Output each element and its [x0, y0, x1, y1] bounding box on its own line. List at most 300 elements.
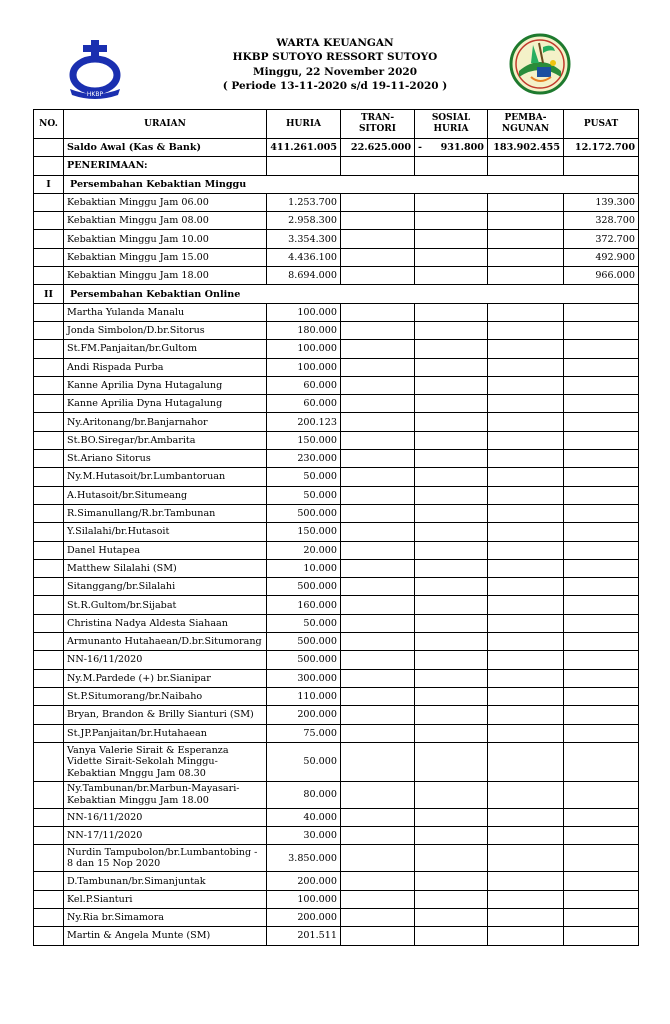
row-transitori	[341, 927, 415, 945]
row-huria: 110.000	[267, 687, 341, 705]
document-header	[0, 0, 670, 108]
row-sosial	[415, 248, 488, 266]
row-huria: 80.000	[267, 781, 341, 808]
row-pusat	[564, 340, 639, 358]
row-uraian: Kebaktian Minggu Jam 15.00	[64, 248, 267, 266]
row-transitori	[341, 742, 415, 781]
row-sosial	[415, 230, 488, 248]
row-sosial	[415, 742, 488, 781]
row-sosial	[415, 212, 488, 230]
row-transitori	[341, 541, 415, 559]
header-text	[160, 36, 510, 93]
table-row	[34, 808, 639, 826]
row-transitori	[341, 808, 415, 826]
row-uraian: Kel.P.Sianturi	[64, 890, 267, 908]
table-row	[34, 413, 639, 431]
table-row	[34, 596, 639, 614]
header-date: Minggu, 22 November 2020	[252, 65, 418, 78]
row-no	[34, 687, 64, 705]
row-pembangunan	[488, 486, 564, 504]
row-pusat	[564, 651, 639, 669]
row-pembangunan	[488, 431, 564, 449]
row-uraian: Y.Silalahi/br.Hutasoit	[64, 523, 267, 541]
row-pusat	[564, 321, 639, 339]
row-sosial	[415, 541, 488, 559]
row-pembangunan	[488, 614, 564, 632]
row-no	[34, 908, 64, 926]
row-transitori	[341, 614, 415, 632]
row-sosial	[415, 523, 488, 541]
row-sosial	[415, 267, 488, 285]
row-uraian: Ny.M.Pardede (+) br.Sianipar	[64, 669, 267, 687]
row-no	[34, 559, 64, 577]
row-huria: 100.000	[267, 358, 341, 376]
row-pusat	[564, 781, 639, 808]
row-transitori	[341, 376, 415, 394]
row-no	[34, 724, 64, 742]
row-transitori	[341, 358, 415, 376]
row-no	[34, 248, 64, 266]
row-transitori	[341, 687, 415, 705]
table-row	[34, 303, 639, 321]
row-sosial	[415, 669, 488, 687]
col-pusat: PUSAT	[564, 110, 639, 139]
row-transitori	[341, 827, 415, 845]
row-transitori	[341, 413, 415, 431]
row-pembangunan	[488, 651, 564, 669]
row-pembangunan	[488, 559, 564, 577]
row-pusat	[564, 450, 639, 468]
row-transitori	[341, 395, 415, 413]
row-pembangunan	[488, 395, 564, 413]
row-uraian: Sitanggang/br.Silalahi	[64, 578, 267, 596]
row-uraian: R.Simanullang/R.br.Tambunan	[64, 504, 267, 522]
row-huria: 500.000	[267, 633, 341, 651]
row-pembangunan	[488, 808, 564, 826]
row-uraian: Kanne Aprilia Dyna Hutagalung	[64, 376, 267, 394]
section-1-row	[34, 175, 639, 193]
row-pembangunan	[488, 633, 564, 651]
row-no	[34, 431, 64, 449]
row-sosial	[415, 633, 488, 651]
row-uraian: NN-17/11/2020	[64, 827, 267, 845]
row-no	[34, 504, 64, 522]
row-pusat	[564, 927, 639, 945]
table-row	[34, 376, 639, 394]
table-row	[34, 687, 639, 705]
row-pusat	[564, 808, 639, 826]
row-no	[34, 808, 64, 826]
row-pembangunan	[488, 908, 564, 926]
row-huria: 300.000	[267, 669, 341, 687]
row-transitori	[341, 559, 415, 577]
row-uraian: Christina Nadya Aldesta Siahaan	[64, 614, 267, 632]
col-no: NO.	[34, 110, 64, 139]
row-uraian: Jonda Simbolon/D.br.Sitorus	[64, 321, 267, 339]
row-no	[34, 376, 64, 394]
table-row	[34, 845, 639, 872]
row-no	[34, 706, 64, 724]
row-pembangunan	[488, 827, 564, 845]
row-huria: 3.850.000	[267, 845, 341, 872]
row-huria: 75.000	[267, 724, 341, 742]
row-uraian: Nurdin Tampubolon/br.Lumbantobing - 8 dan 15 Nop 2020	[64, 845, 267, 872]
row-transitori	[341, 248, 415, 266]
table-row	[34, 541, 639, 559]
row-pusat	[564, 633, 639, 651]
row-pusat	[564, 395, 639, 413]
header-period: ( Periode 13-11-2020 s/d 19-11-2020 )	[222, 79, 448, 92]
row-sosial	[415, 706, 488, 724]
row-pusat	[564, 845, 639, 872]
row-pusat: 966.000	[564, 267, 639, 285]
row-transitori	[341, 431, 415, 449]
row-pembangunan	[488, 890, 564, 908]
row-no	[34, 614, 64, 632]
row-sosial	[415, 468, 488, 486]
row-no	[34, 578, 64, 596]
row-no	[34, 486, 64, 504]
row-transitori	[341, 651, 415, 669]
row-huria: 100.000	[267, 890, 341, 908]
table-row	[34, 358, 639, 376]
row-uraian: Ny.Ria br.Simamora	[64, 908, 267, 926]
row-pembangunan	[488, 340, 564, 358]
table-row	[34, 669, 639, 687]
table-row	[34, 340, 639, 358]
row-pembangunan	[488, 321, 564, 339]
row-huria: 200.123	[267, 413, 341, 431]
row-sosial	[415, 413, 488, 431]
row-no	[34, 872, 64, 890]
row-pembangunan	[488, 541, 564, 559]
row-no	[34, 413, 64, 431]
table-row	[34, 706, 639, 724]
section-2-no: II	[34, 285, 64, 303]
row-pusat	[564, 614, 639, 632]
row-uraian: Matthew Silalahi (SM)	[64, 559, 267, 577]
row-pusat	[564, 431, 639, 449]
row-transitori	[341, 724, 415, 742]
row-no	[34, 742, 64, 781]
row-transitori	[341, 504, 415, 522]
row-no	[34, 267, 64, 285]
row-uraian: St.FM.Panjaitan/br.Gultom	[64, 340, 267, 358]
table-row	[34, 248, 639, 266]
table-row	[34, 614, 639, 632]
row-pembangunan	[488, 248, 564, 266]
row-sosial	[415, 827, 488, 845]
row-sosial	[415, 486, 488, 504]
row-pusat: 492.900	[564, 248, 639, 266]
row-sosial	[415, 908, 488, 926]
saldo-pembangunan: 183.902.455	[488, 139, 564, 157]
saldo-transitori: 22.625.000	[341, 139, 415, 157]
row-pembangunan	[488, 212, 564, 230]
row-huria: 40.000	[267, 808, 341, 826]
saldo-label: Saldo Awal (Kas & Bank)	[64, 139, 267, 157]
row-sosial	[415, 614, 488, 632]
saldo-huria: 411.261.005	[267, 139, 341, 157]
row-pusat	[564, 827, 639, 845]
col-huria: HURIA	[267, 110, 341, 139]
row-sosial	[415, 376, 488, 394]
row-no	[34, 651, 64, 669]
row-huria: 500.000	[267, 578, 341, 596]
row-uraian: St.JP.Panjaitan/br.Hutahaean	[64, 724, 267, 742]
row-no	[34, 781, 64, 808]
row-transitori	[341, 450, 415, 468]
row-pusat	[564, 413, 639, 431]
row-uraian: Martin & Angela Munte (SM)	[64, 927, 267, 945]
row-transitori	[341, 303, 415, 321]
table-row	[34, 578, 639, 596]
row-uraian: Kebaktian Minggu Jam 08.00	[64, 212, 267, 230]
table-row	[34, 781, 639, 808]
row-pembangunan	[488, 781, 564, 808]
row-pusat	[564, 486, 639, 504]
row-sosial	[415, 845, 488, 872]
row-pusat	[564, 358, 639, 376]
row-pusat	[564, 523, 639, 541]
row-pembangunan	[488, 413, 564, 431]
row-uraian: St.Ariano Sitorus	[64, 450, 267, 468]
row-transitori	[341, 669, 415, 687]
row-pusat: 139.300	[564, 193, 639, 211]
row-pembangunan	[488, 742, 564, 781]
row-pembangunan	[488, 450, 564, 468]
row-pusat	[564, 578, 639, 596]
row-no	[34, 193, 64, 211]
row-pusat	[564, 504, 639, 522]
row-no	[34, 523, 64, 541]
row-pusat	[564, 541, 639, 559]
table-row	[34, 523, 639, 541]
row-no	[34, 541, 64, 559]
row-pembangunan	[488, 706, 564, 724]
row-uraian: Martha Yulanda Manalu	[64, 303, 267, 321]
row-huria: 150.000	[267, 431, 341, 449]
row-pembangunan	[488, 193, 564, 211]
row-transitori	[341, 486, 415, 504]
table-row	[34, 230, 639, 248]
row-pusat: 328.700	[564, 212, 639, 230]
hkbp-cross-logo-icon	[64, 37, 126, 99]
row-uraian: Kebaktian Minggu Jam 06.00	[64, 193, 267, 211]
row-sosial	[415, 596, 488, 614]
row-transitori	[341, 578, 415, 596]
row-no	[34, 633, 64, 651]
section-2-title: Persembahan Kebaktian Online	[64, 285, 639, 303]
saldo-row	[34, 139, 639, 157]
row-pusat	[564, 706, 639, 724]
row-pembangunan	[488, 927, 564, 945]
row-pembangunan	[488, 267, 564, 285]
row-huria: 10.000	[267, 559, 341, 577]
row-huria: 200.000	[267, 908, 341, 926]
row-uraian: Kanne Aprilia Dyna Hutagalung	[64, 395, 267, 413]
table-row	[34, 267, 639, 285]
row-uraian: St.P.Situmorang/br.Naibaho	[64, 687, 267, 705]
row-uraian: Ny.M.Hutasoit/br.Lumbantoruan	[64, 468, 267, 486]
row-huria: 50.000	[267, 742, 341, 781]
row-no	[34, 212, 64, 230]
row-pembangunan	[488, 687, 564, 705]
row-transitori	[341, 340, 415, 358]
table-row	[34, 486, 639, 504]
row-huria: 230.000	[267, 450, 341, 468]
row-huria: 30.000	[267, 827, 341, 845]
section-1-no: I	[34, 175, 64, 193]
col-sosial-huria: SOSIAL HURIA	[415, 110, 488, 139]
row-sosial	[415, 303, 488, 321]
table-row	[34, 504, 639, 522]
table-row	[34, 927, 639, 945]
row-pembangunan	[488, 845, 564, 872]
table-row	[34, 468, 639, 486]
col-uraian: URAIAN	[64, 110, 267, 139]
row-pembangunan	[488, 669, 564, 687]
table-row	[34, 212, 639, 230]
row-no	[34, 596, 64, 614]
row-transitori	[341, 908, 415, 926]
row-sosial	[415, 559, 488, 577]
row-pembangunan	[488, 724, 564, 742]
row-sosial	[415, 781, 488, 808]
row-huria: 100.000	[267, 303, 341, 321]
row-uraian: Kebaktian Minggu Jam 18.00	[64, 267, 267, 285]
col-pembangunan: PEMBA- NGUNAN	[488, 110, 564, 139]
row-sosial	[415, 808, 488, 826]
row-uraian: Ny.Aritonang/br.Banjarnahor	[64, 413, 267, 431]
row-pusat	[564, 596, 639, 614]
row-pusat	[564, 669, 639, 687]
row-huria: 160.000	[267, 596, 341, 614]
penerimaan-label: PENERIMAAN:	[64, 157, 267, 175]
row-transitori	[341, 781, 415, 808]
row-pembangunan	[488, 230, 564, 248]
col-transitori: TRAN- SITORI	[341, 110, 415, 139]
row-huria: 60.000	[267, 395, 341, 413]
row-transitori	[341, 230, 415, 248]
row-huria: 1.253.700	[267, 193, 341, 211]
row-sosial	[415, 687, 488, 705]
row-transitori	[341, 468, 415, 486]
row-uraian: Bryan, Brandon & Brilly Sianturi (SM)	[64, 706, 267, 724]
church-emblem-icon	[509, 33, 571, 95]
row-no	[34, 358, 64, 376]
row-uraian: Armunanto Hutahaean/D.br.Situmorang	[64, 633, 267, 651]
row-sosial	[415, 724, 488, 742]
row-no	[34, 321, 64, 339]
row-no	[34, 927, 64, 945]
row-huria: 20.000	[267, 541, 341, 559]
row-pusat	[564, 872, 639, 890]
row-huria: 500.000	[267, 651, 341, 669]
row-pembangunan	[488, 578, 564, 596]
row-huria: 100.000	[267, 340, 341, 358]
row-transitori	[341, 633, 415, 651]
row-no	[34, 303, 64, 321]
table-row	[34, 651, 639, 669]
row-sosial	[415, 340, 488, 358]
table-row	[34, 827, 639, 845]
table-row	[34, 908, 639, 926]
table-row	[34, 890, 639, 908]
row-huria: 200.000	[267, 706, 341, 724]
row-sosial	[415, 651, 488, 669]
row-sosial	[415, 395, 488, 413]
table-row	[34, 633, 639, 651]
row-uraian: D.Tambunan/br.Simanjuntak	[64, 872, 267, 890]
row-sosial	[415, 578, 488, 596]
row-pembangunan	[488, 872, 564, 890]
row-pembangunan	[488, 504, 564, 522]
row-sosial	[415, 431, 488, 449]
row-no	[34, 340, 64, 358]
row-pusat	[564, 376, 639, 394]
row-huria: 3.354.300	[267, 230, 341, 248]
row-pusat	[564, 468, 639, 486]
row-uraian: Vanya Valerie Sirait & Esperanza Vidette Sirait-Sekolah Minggu-Kebaktian Mnggu Jam 08.30	[64, 742, 267, 781]
row-uraian: St.R.Gultom/br.Sijabat	[64, 596, 267, 614]
row-sosial	[415, 890, 488, 908]
row-no	[34, 450, 64, 468]
row-sosial	[415, 872, 488, 890]
row-no	[34, 468, 64, 486]
row-pusat	[564, 559, 639, 577]
row-huria: 50.000	[267, 486, 341, 504]
section-1-title: Persembahan Kebaktian Minggu	[64, 175, 639, 193]
table-row	[34, 742, 639, 781]
row-pusat	[564, 908, 639, 926]
row-pembangunan	[488, 358, 564, 376]
row-uraian: Andi Rispada Purba	[64, 358, 267, 376]
row-huria: 201.511	[267, 927, 341, 945]
row-uraian: NN-16/11/2020	[64, 808, 267, 826]
row-huria: 8.694.000	[267, 267, 341, 285]
row-no	[34, 890, 64, 908]
section-2-row	[34, 285, 639, 303]
row-transitori	[341, 212, 415, 230]
row-transitori	[341, 845, 415, 872]
row-transitori	[341, 321, 415, 339]
table-row	[34, 450, 639, 468]
penerimaan-row	[34, 157, 639, 175]
row-sosial	[415, 193, 488, 211]
row-uraian: NN-16/11/2020	[64, 651, 267, 669]
row-uraian: Ny.Tambunan/br.Marbun-Mayasari-Kebaktian Minggu Jam 18.00	[64, 781, 267, 808]
row-sosial	[415, 450, 488, 468]
table-header-row	[34, 110, 639, 139]
row-pembangunan	[488, 523, 564, 541]
row-huria: 180.000	[267, 321, 341, 339]
header-church: HKBP SUTOYO RESSORT SUTOYO	[232, 51, 438, 64]
row-pusat	[564, 303, 639, 321]
row-transitori	[341, 706, 415, 724]
row-no	[34, 395, 64, 413]
row-pembangunan	[488, 376, 564, 394]
row-uraian: Danel Hutapea	[64, 541, 267, 559]
row-huria: 50.000	[267, 468, 341, 486]
table-row	[34, 724, 639, 742]
row-pembangunan	[488, 303, 564, 321]
row-transitori	[341, 193, 415, 211]
row-pusat: 372.700	[564, 230, 639, 248]
row-pembangunan	[488, 468, 564, 486]
saldo-sosial: - 931.800	[415, 139, 488, 157]
row-no	[34, 845, 64, 872]
